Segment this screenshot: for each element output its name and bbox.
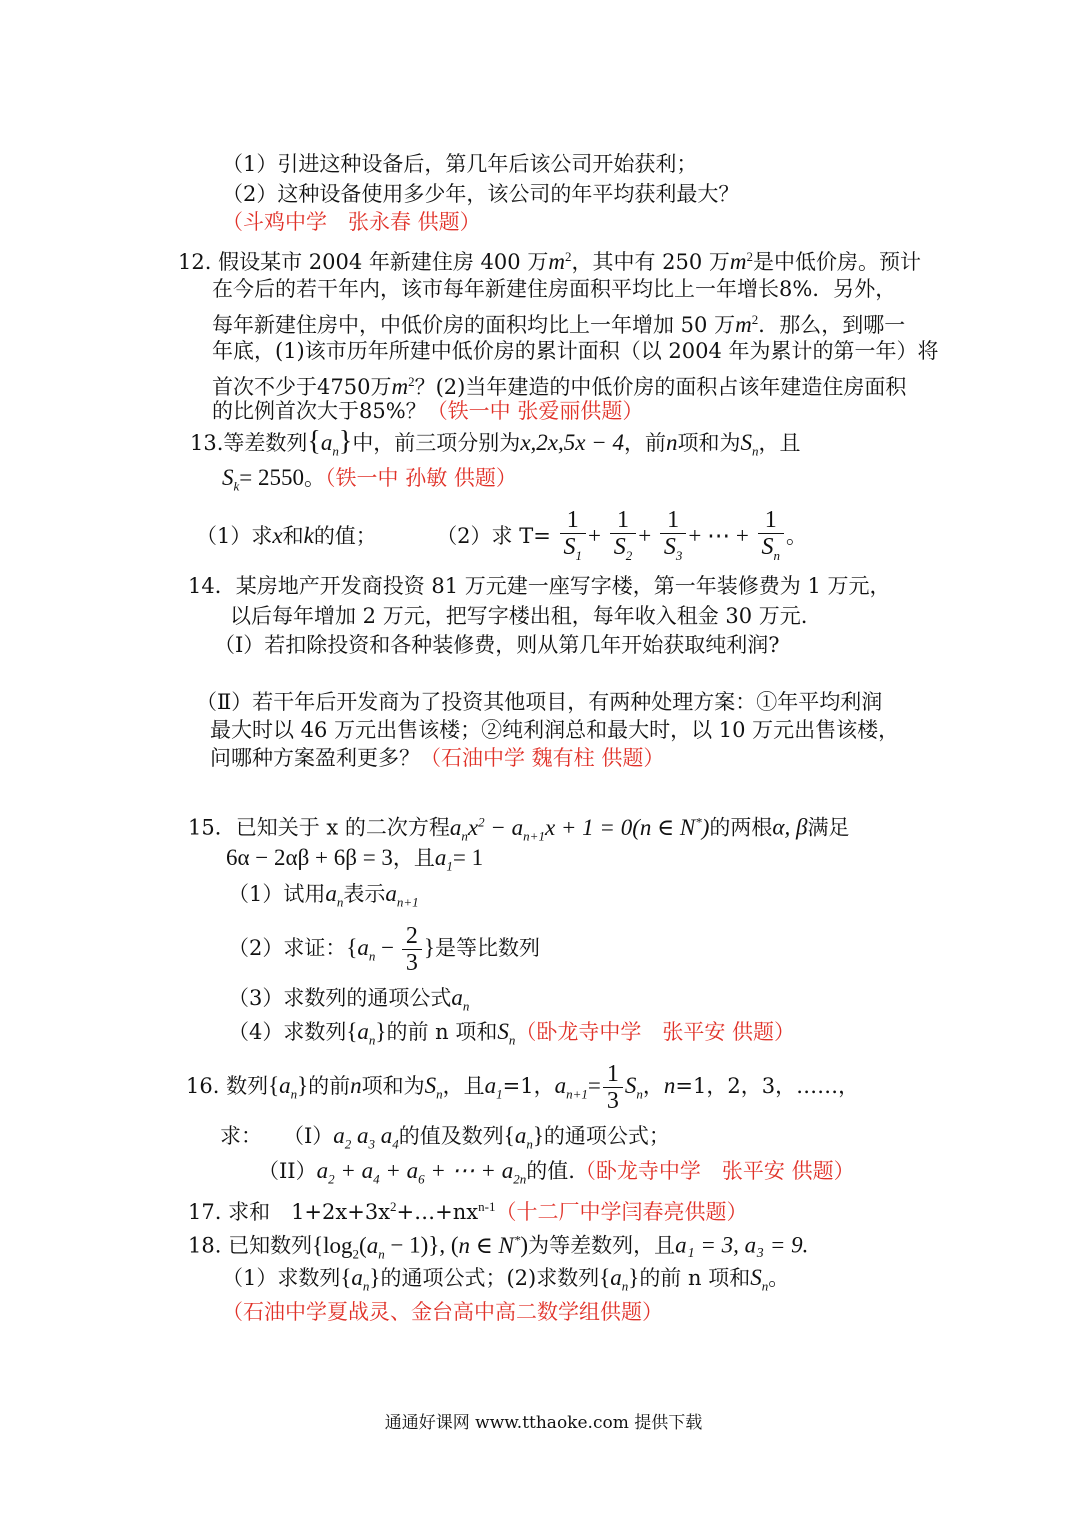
q18-line2: （1）求数列$\{a_n\}$的通项公式；(2)求数列$\{a_n\}$的前 n 项和$S_n$。 — [222, 1265, 790, 1294]
q16-line3: $(II)a_2 + a_4 + a_6$ + ⋯ + $a_{2n}$的值.（卧龙寺中学 张平安 供题） — [258, 1158, 855, 1187]
q15-source: （卧龙寺中学 张平安 供题） — [515, 1020, 796, 1044]
q12-line4: 年底，(1)该市历年所建中低价房的累计面积（以 2004 年为累计的第一年）将 — [212, 339, 939, 363]
page-footer: 通通好课网 www.tthaoke.com 提供下载 — [384, 1413, 703, 1433]
q15-line2: 6α − 2αβ + 6β = 3，且$a_1= 1$ — [226, 845, 484, 874]
q15-line1: 15．已知关于 x 的二次方程$a_nx^2 - a_{n+1}x + 1 = 0(n$ ∈ N*)的两根α, β满足 — [188, 814, 850, 844]
q18-line1: 18. 已知数列$\{\log_2(a_n - 1)\}$, (n ∈ N*)为等差数列，且a₁ = 3, a₃ = 9. — [188, 1232, 809, 1262]
q11-source: （斗鸡中学 张永春 供题） — [222, 210, 481, 234]
q18-source: （石油中学夏战灵、金台高中高二数学组供题） — [222, 1300, 663, 1324]
q13-line1: 13.等差数列$\{a_n\}$中，前三项分别为x,2x,5x − 4，前n项和为$S_n$，且 — [190, 426, 801, 459]
q15-part4: （4）求数列$\{a_n\}$的前 n 项和$S_n$（卧龙寺中学 张平安 供题） — [228, 1019, 796, 1048]
q15-part1: （1）试用$a_n$表示$a_{n+1}$ — [228, 881, 419, 910]
q16-line2: 求： $(I)a_2$ $a_3$ $a_4$的值及数列$\{a_n\}$的通项公式； — [220, 1123, 670, 1152]
q17-line: 17. 求和 $1+2x+3x^2+\dots+nx^{n-1}$（十二厂中学闫春亮供题） — [188, 1199, 748, 1224]
q12-source: （铁一中 张爱丽供题） — [426, 399, 644, 423]
q13-parts: （1）求x和k的值； （2）求 T= $\frac{1}{S_1}$ + $\frac{1}{S_2}$ + $\frac{1}{S_3}$ + ⋯ + $\frac{1}{S_n}$ 。 — [196, 506, 807, 568]
q12-line1: 12. 假设某市 2004 年新建住房 400 万$m^2$，其中有 250 万$m^2$是中低价房。预计 — [178, 249, 922, 274]
q16-line1: 16. 数列$\{a_n\}$的前n项和为$S_n$，且$a_1=1$，$a_{n+1}=$ $\frac{1}{3}$ $S_n$，n=1，2，3，……， — [186, 1061, 860, 1114]
q14-line2: 以后每年增加 2 万元，把写字楼出租，每年收入租金 30 万元. — [230, 604, 808, 628]
q12-line5: 首次不少于4750万$m^2$？(2)当年建造的中低价房的面积占该年建造住房面积 — [212, 374, 907, 399]
q14-line3: （Ⅰ）若扣除投资和各种装修费，则从第几年开始获取纯利润? — [214, 633, 780, 657]
q15-part3: （3）求数列的通项公式$a_n$ — [228, 985, 470, 1014]
q13-line2: $S_k= 2550$。（铁一中 孙敏 供题） — [222, 465, 517, 494]
q15-part2: （2）求证：{$a_n$ − $\frac{2}{3}$ }是等比数列 — [228, 923, 540, 976]
q12-line2: 在今后的若干年内，该市每年新建住房面积平均比上一年增长8%．另外， — [212, 277, 897, 301]
q17-source: （十二厂中学闫春亮供题） — [495, 1200, 748, 1224]
q12-line6: 的比例首次大于85%？（铁一中 张爱丽供题） — [212, 399, 644, 423]
q14-line5: 最大时以 46 万元出售该楼；②纯利润总和最大时，以 10 万元出售该楼， — [210, 718, 900, 742]
q16-source: （卧龙寺中学 张平安 供题） — [574, 1159, 855, 1183]
q11-part1: （1）引进这种设备后，第几年后该公司开始获利； — [222, 152, 698, 176]
q14-line4: （Ⅱ）若干年后开发商为了投资其他项目，有两种处理方案：①年平均利润 — [196, 690, 883, 714]
q14-line1: 14．某房地产开发商投资 81 万元建一座写字楼，第一年装修费为 1 万元， — [188, 574, 891, 598]
q14-line6: 问哪种方案盈利更多？（石油中学 魏有柱 供题） — [210, 746, 665, 770]
q14-source: （石油中学 魏有柱 供题） — [420, 746, 665, 770]
q11-part2: （2）这种设备使用多少年，该公司的年平均获利最大？ — [222, 182, 740, 206]
q13-source: （铁一中 孙敏 供题） — [325, 466, 517, 490]
q12-line3: 每年新建住房中，中低价房的面积均比上一年增加 50 万$m^2$．那么，到哪一 — [212, 312, 906, 337]
